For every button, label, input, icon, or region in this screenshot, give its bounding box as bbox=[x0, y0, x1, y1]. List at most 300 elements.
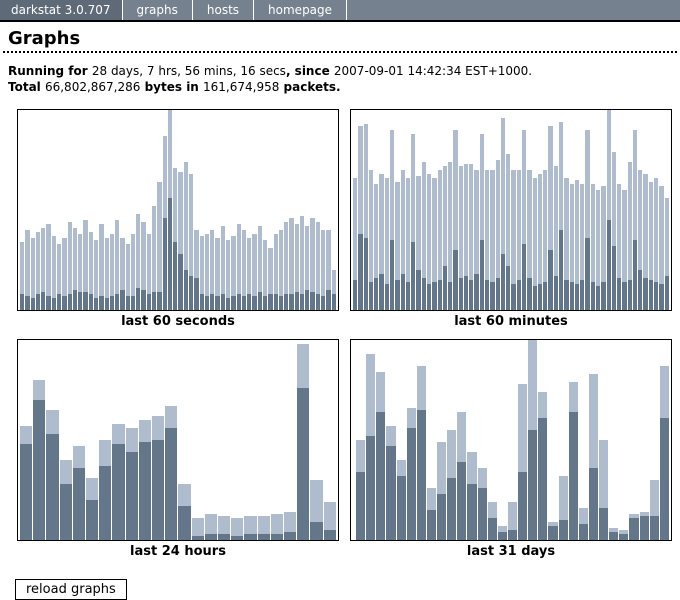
bar-segment-dark bbox=[518, 472, 527, 540]
menu-item-hosts[interactable]: hosts bbox=[193, 0, 254, 20]
bar-segment-light bbox=[649, 182, 653, 280]
bar-segment-dark bbox=[548, 526, 557, 540]
bar bbox=[654, 110, 658, 310]
bar bbox=[480, 110, 484, 310]
bar-segment-dark bbox=[522, 244, 526, 310]
bar-segment-dark bbox=[422, 278, 426, 310]
bar-segment-light bbox=[469, 164, 473, 280]
bar bbox=[215, 110, 219, 310]
bar-segment-light bbox=[316, 222, 320, 294]
bar bbox=[628, 110, 632, 310]
bar-segment-light bbox=[633, 130, 637, 240]
bar-segment-light bbox=[501, 118, 505, 254]
bar-segment-light bbox=[395, 182, 399, 280]
bar-segment-dark bbox=[221, 294, 225, 310]
chart-last-60-minutes bbox=[350, 109, 672, 311]
bar bbox=[165, 340, 177, 540]
bar-segment-dark bbox=[457, 462, 466, 540]
bar bbox=[221, 110, 225, 310]
bar bbox=[599, 340, 608, 540]
bar bbox=[120, 110, 124, 310]
bar bbox=[173, 110, 177, 310]
bar-segment-light bbox=[517, 170, 521, 280]
bar bbox=[660, 340, 669, 540]
bar-segment-light bbox=[406, 178, 410, 282]
bar-segment-light bbox=[522, 130, 526, 244]
bar-segment-dark bbox=[189, 276, 193, 310]
bar bbox=[579, 340, 588, 540]
bar bbox=[86, 340, 98, 540]
reload-graphs-button[interactable]: reload graphs bbox=[15, 579, 127, 600]
bar-segment-dark bbox=[607, 220, 611, 310]
bar-segment-light bbox=[295, 224, 299, 292]
bar-segment-dark bbox=[638, 270, 642, 310]
bar-segment-dark bbox=[498, 532, 507, 540]
bar-segment-light bbox=[126, 244, 130, 296]
bar-segment-dark bbox=[538, 418, 547, 540]
bar-segment-light bbox=[157, 182, 161, 292]
bar-segment-dark bbox=[548, 250, 552, 310]
bar bbox=[506, 110, 510, 310]
bar-segment-dark bbox=[105, 298, 109, 310]
bar-segment-light bbox=[68, 222, 72, 294]
bar bbox=[379, 110, 383, 310]
bar bbox=[459, 110, 463, 310]
bar bbox=[258, 340, 270, 540]
bar-segment-dark bbox=[332, 294, 336, 310]
bar-segment-dark bbox=[163, 218, 167, 310]
bar-segment-dark bbox=[633, 240, 637, 310]
bar-segment-dark bbox=[488, 518, 497, 540]
bar bbox=[376, 340, 385, 540]
bar bbox=[575, 110, 579, 310]
bar-segment-dark bbox=[467, 484, 476, 540]
bar-segment-dark bbox=[411, 242, 415, 310]
bar-segment-dark bbox=[126, 452, 138, 540]
bar-segment-light bbox=[538, 392, 547, 418]
bar bbox=[589, 340, 598, 540]
bar-segment-dark bbox=[517, 280, 521, 310]
bar-segment-light bbox=[73, 228, 77, 290]
bar-segment-dark bbox=[310, 522, 322, 540]
bar-segment-light bbox=[427, 174, 431, 284]
bar bbox=[152, 340, 164, 540]
bar-segment-light bbox=[438, 170, 442, 280]
bar-segment-dark bbox=[564, 280, 568, 310]
bar-segment-light bbox=[599, 440, 608, 508]
bar-segment-light bbox=[457, 412, 466, 462]
bar-segment-dark bbox=[619, 534, 628, 540]
bar-segment-dark bbox=[506, 266, 510, 310]
bar bbox=[548, 340, 557, 540]
bar-segment-dark bbox=[152, 440, 164, 540]
bar-segment-light bbox=[168, 110, 172, 198]
bar-segment-dark bbox=[474, 274, 478, 310]
bar-segment-light bbox=[25, 230, 29, 296]
bar-segment-dark bbox=[147, 294, 151, 310]
bar-segment-dark bbox=[310, 292, 314, 310]
bar bbox=[332, 110, 336, 310]
bar-segment-dark bbox=[126, 296, 130, 310]
bar-segment-dark bbox=[274, 294, 278, 310]
bar-segment-dark bbox=[366, 436, 375, 540]
bar bbox=[437, 340, 446, 540]
bar bbox=[659, 110, 663, 310]
bar bbox=[31, 110, 35, 310]
bar bbox=[244, 340, 256, 540]
bar bbox=[139, 340, 151, 540]
bar-segment-dark bbox=[60, 484, 72, 540]
bar-segment-light bbox=[139, 420, 151, 442]
bar-segment-light bbox=[163, 136, 167, 218]
bar-segment-light bbox=[20, 242, 24, 294]
bar-segment-light bbox=[397, 460, 406, 476]
bar bbox=[178, 110, 182, 310]
bar-segment-light bbox=[147, 234, 151, 294]
bar-segment-light bbox=[554, 166, 558, 276]
bar-segment-dark bbox=[210, 294, 214, 310]
bar bbox=[528, 340, 537, 540]
bar-segment-dark bbox=[86, 500, 98, 540]
bar-segment-dark bbox=[263, 296, 267, 310]
bar-segment-light bbox=[459, 166, 463, 278]
bar-segment-dark bbox=[321, 296, 325, 310]
bar-segment-light bbox=[289, 218, 293, 294]
bar-segment-light bbox=[31, 238, 35, 298]
bar bbox=[612, 110, 616, 310]
bar-segment-dark bbox=[369, 282, 373, 310]
bar-segment-dark bbox=[585, 238, 589, 310]
bar-segment-light bbox=[62, 238, 66, 296]
bar-segment-light bbox=[321, 230, 325, 296]
totals-line bbox=[8, 79, 680, 95]
chart-cell-last-31-days bbox=[350, 339, 672, 569]
bar-segment-light bbox=[221, 226, 225, 294]
bar bbox=[629, 340, 638, 540]
bar bbox=[210, 110, 214, 310]
bar bbox=[559, 110, 563, 310]
bar-segment-dark bbox=[417, 410, 426, 540]
bar-segment-dark bbox=[480, 240, 484, 310]
bar-segment-light bbox=[94, 240, 98, 298]
bar-segment-dark bbox=[268, 294, 272, 310]
bar-segment-dark bbox=[599, 508, 608, 540]
bar bbox=[268, 110, 272, 310]
bar bbox=[20, 340, 32, 540]
bar-segment-dark bbox=[73, 290, 77, 310]
bar-segment-light bbox=[569, 382, 578, 412]
menu-bar bbox=[0, 0, 680, 22]
bar bbox=[189, 110, 193, 310]
bar-segment-light bbox=[538, 174, 542, 284]
bar-segment-dark bbox=[284, 532, 296, 540]
bar-segment-dark bbox=[469, 280, 473, 310]
bar bbox=[99, 340, 111, 540]
bar-segment-light bbox=[310, 480, 322, 522]
bar-segment-dark bbox=[650, 516, 659, 540]
bar bbox=[258, 110, 262, 310]
bar-segment-light bbox=[638, 170, 642, 270]
bar bbox=[564, 110, 568, 310]
chart-caption-last-24-hours: last 24 hours bbox=[130, 544, 226, 559]
bar-segment-light bbox=[141, 222, 145, 290]
bar bbox=[326, 110, 330, 310]
bar-segment-dark bbox=[41, 292, 45, 310]
bar bbox=[136, 110, 140, 310]
bar-segment-light bbox=[589, 374, 598, 468]
bar bbox=[89, 110, 93, 310]
bar-segment-dark bbox=[141, 290, 145, 310]
bar-segment-light bbox=[105, 238, 109, 298]
bar-segment-dark bbox=[659, 284, 663, 310]
bar bbox=[152, 110, 156, 310]
bar-segment-light bbox=[643, 174, 647, 278]
bar bbox=[242, 110, 246, 310]
bar-segment-light bbox=[326, 230, 330, 290]
bar bbox=[427, 340, 436, 540]
bar-segment-dark bbox=[443, 266, 447, 310]
bar bbox=[141, 110, 145, 310]
bar bbox=[112, 340, 124, 540]
bar-segment-light bbox=[210, 230, 214, 294]
bar bbox=[607, 110, 611, 310]
bar-segment-light bbox=[305, 226, 309, 290]
bar-segment-dark bbox=[173, 242, 177, 310]
bar bbox=[358, 110, 362, 310]
bar-segment-light bbox=[564, 178, 568, 280]
bar-segment-dark bbox=[226, 298, 230, 310]
bar-segment-dark bbox=[453, 250, 457, 310]
bar-segment-light bbox=[432, 178, 436, 282]
bar bbox=[501, 110, 505, 310]
bar bbox=[518, 340, 527, 540]
bar-segment-dark bbox=[459, 278, 463, 310]
bar-segment-light bbox=[374, 184, 378, 278]
bar-segment-dark bbox=[20, 294, 24, 310]
bar-segment-light bbox=[506, 154, 510, 266]
bar bbox=[184, 110, 188, 310]
bar-segment-light bbox=[559, 476, 568, 520]
charts-grid bbox=[17, 109, 680, 569]
bar-segment-dark bbox=[52, 298, 56, 310]
bar-segment-dark bbox=[390, 240, 394, 310]
bar-segment-dark bbox=[324, 530, 336, 540]
bar-segment-light bbox=[324, 502, 336, 530]
bar bbox=[163, 110, 167, 310]
bar-segment-light bbox=[453, 130, 457, 250]
bar bbox=[60, 340, 72, 540]
bar-segment-light bbox=[99, 224, 103, 296]
bar-segment-dark bbox=[589, 468, 598, 540]
bar-segment-dark bbox=[395, 280, 399, 310]
bar-segment-light bbox=[78, 234, 82, 292]
bar-segment-light bbox=[478, 468, 487, 488]
chart-caption-last-31-days: last 31 days bbox=[466, 544, 556, 559]
bar-segment-light bbox=[20, 426, 32, 444]
bar-segment-dark bbox=[496, 278, 500, 310]
bar bbox=[609, 340, 618, 540]
bar-segment-light bbox=[596, 190, 600, 286]
bar-segment-dark bbox=[427, 510, 436, 540]
bar bbox=[411, 110, 415, 310]
bar-segment-light bbox=[490, 170, 494, 282]
menu-item-graphs[interactable]: graphs bbox=[123, 0, 193, 20]
bar bbox=[94, 110, 98, 310]
bar bbox=[126, 340, 138, 540]
bar bbox=[324, 340, 336, 540]
bar bbox=[447, 340, 456, 540]
bar-segment-dark bbox=[437, 494, 446, 540]
bar bbox=[570, 110, 574, 310]
bar-segment-light bbox=[480, 134, 484, 240]
bar-segment-dark bbox=[511, 284, 515, 310]
bar-segment-dark bbox=[194, 278, 198, 310]
bar-segment-dark bbox=[629, 518, 638, 540]
bar bbox=[73, 340, 85, 540]
bar-segment-dark bbox=[401, 274, 405, 310]
bar bbox=[200, 110, 204, 310]
bar-segment-dark bbox=[575, 284, 579, 310]
bar-segment-dark bbox=[297, 388, 309, 540]
bar-segment-dark bbox=[89, 294, 93, 310]
bar bbox=[284, 340, 296, 540]
bar-segment-light bbox=[464, 164, 468, 276]
bar-segment-light bbox=[131, 234, 135, 296]
bar bbox=[218, 340, 230, 540]
chart-caption-last-60-minutes: last 60 minutes bbox=[454, 314, 568, 329]
bar-segment-dark bbox=[165, 428, 177, 540]
bar-segment-dark bbox=[316, 294, 320, 310]
bar bbox=[271, 340, 283, 540]
bar-segment-light bbox=[474, 170, 478, 274]
bar bbox=[279, 110, 283, 310]
bar-segment-light bbox=[263, 240, 267, 296]
bar-segment-dark bbox=[601, 282, 605, 310]
bar-segment-dark bbox=[218, 534, 230, 540]
bar bbox=[364, 110, 368, 310]
bar bbox=[194, 110, 198, 310]
bar bbox=[457, 340, 466, 540]
bar-segment-dark bbox=[139, 442, 151, 540]
bar-segment-light bbox=[41, 228, 45, 292]
bar-segment-light bbox=[443, 166, 447, 266]
bar-segment-light bbox=[622, 190, 626, 282]
bar-segment-dark bbox=[242, 296, 246, 310]
chart-last-60-seconds bbox=[17, 109, 339, 311]
bar bbox=[284, 110, 288, 310]
bar-segment-light bbox=[136, 214, 140, 288]
bar bbox=[596, 110, 600, 310]
bar-segment-light bbox=[73, 446, 85, 468]
bar-segment-light bbox=[189, 174, 193, 276]
bar-segment-dark bbox=[527, 278, 531, 310]
bar-segment-light bbox=[585, 130, 589, 238]
bar-segment-dark bbox=[112, 444, 124, 540]
bar-segment-dark bbox=[215, 296, 219, 310]
bar-segment-light bbox=[411, 134, 415, 242]
bar bbox=[274, 110, 278, 310]
bar-segment-light bbox=[231, 236, 235, 296]
bar-segment-light bbox=[366, 354, 375, 436]
bar-segment-dark bbox=[178, 254, 182, 310]
bar-segment-light bbox=[115, 220, 119, 294]
bar bbox=[488, 340, 497, 540]
bar-segment-light bbox=[310, 218, 314, 292]
bar bbox=[490, 110, 494, 310]
bar bbox=[448, 110, 452, 310]
bar-segment-dark bbox=[397, 476, 406, 540]
bar-segment-light bbox=[528, 340, 537, 430]
bar-segment-dark bbox=[508, 530, 517, 540]
chart-cell-last-24-hours bbox=[17, 339, 339, 569]
bar-segment-dark bbox=[131, 296, 135, 310]
bar-segment-dark bbox=[33, 400, 45, 540]
bar-segment-dark bbox=[192, 536, 204, 540]
bar-segment-dark bbox=[99, 296, 103, 310]
bar-segment-light bbox=[231, 518, 243, 536]
bar-segment-dark bbox=[258, 292, 262, 310]
bar-segment-light bbox=[659, 186, 663, 284]
bar-segment-dark bbox=[416, 270, 420, 310]
bar-segment-dark bbox=[62, 296, 66, 310]
bar-segment-dark bbox=[612, 246, 616, 310]
bar-segment-light bbox=[417, 366, 426, 410]
bar-segment-light bbox=[165, 406, 177, 428]
bar-segment-light bbox=[284, 512, 296, 532]
chart-caption-last-60-seconds: last 60 seconds bbox=[121, 314, 235, 329]
bar-segment-dark bbox=[358, 234, 362, 310]
bar bbox=[68, 110, 72, 310]
bar bbox=[126, 110, 130, 310]
bar bbox=[20, 110, 24, 310]
bar-segment-light bbox=[110, 234, 114, 296]
bar bbox=[226, 110, 230, 310]
bar-segment-dark bbox=[569, 412, 578, 540]
bar-segment-light bbox=[356, 440, 365, 472]
bar-segment-light bbox=[496, 160, 500, 278]
bar-segment-dark bbox=[252, 296, 256, 310]
bar bbox=[569, 340, 578, 540]
bar bbox=[237, 110, 241, 310]
bar bbox=[105, 110, 109, 310]
bar-segment-dark bbox=[580, 280, 584, 310]
bar bbox=[438, 110, 442, 310]
bar bbox=[649, 110, 653, 310]
bar bbox=[369, 110, 373, 310]
bar bbox=[485, 110, 489, 310]
bar bbox=[591, 110, 595, 310]
bar-segment-dark bbox=[385, 284, 389, 310]
bar-segment-dark bbox=[386, 446, 395, 540]
bar-segment-light bbox=[379, 174, 383, 274]
menu-item-homepage[interactable]: homepage bbox=[254, 0, 347, 20]
bar-segment-light bbox=[467, 452, 476, 484]
bar-segment-dark bbox=[247, 294, 251, 310]
bar bbox=[640, 340, 649, 540]
bar bbox=[205, 110, 209, 310]
uptime-line bbox=[8, 63, 680, 79]
bar-segment-dark bbox=[427, 284, 431, 310]
chart-last-24-hours bbox=[17, 339, 339, 541]
bar-segment-dark bbox=[46, 296, 50, 310]
bar-segment-dark bbox=[643, 278, 647, 310]
bar-segment-dark bbox=[617, 278, 621, 310]
bar-segment-dark bbox=[300, 294, 304, 310]
bar-segment-dark bbox=[660, 418, 669, 540]
bar bbox=[110, 110, 114, 310]
bar-segment-light bbox=[488, 502, 497, 518]
bar bbox=[427, 110, 431, 310]
